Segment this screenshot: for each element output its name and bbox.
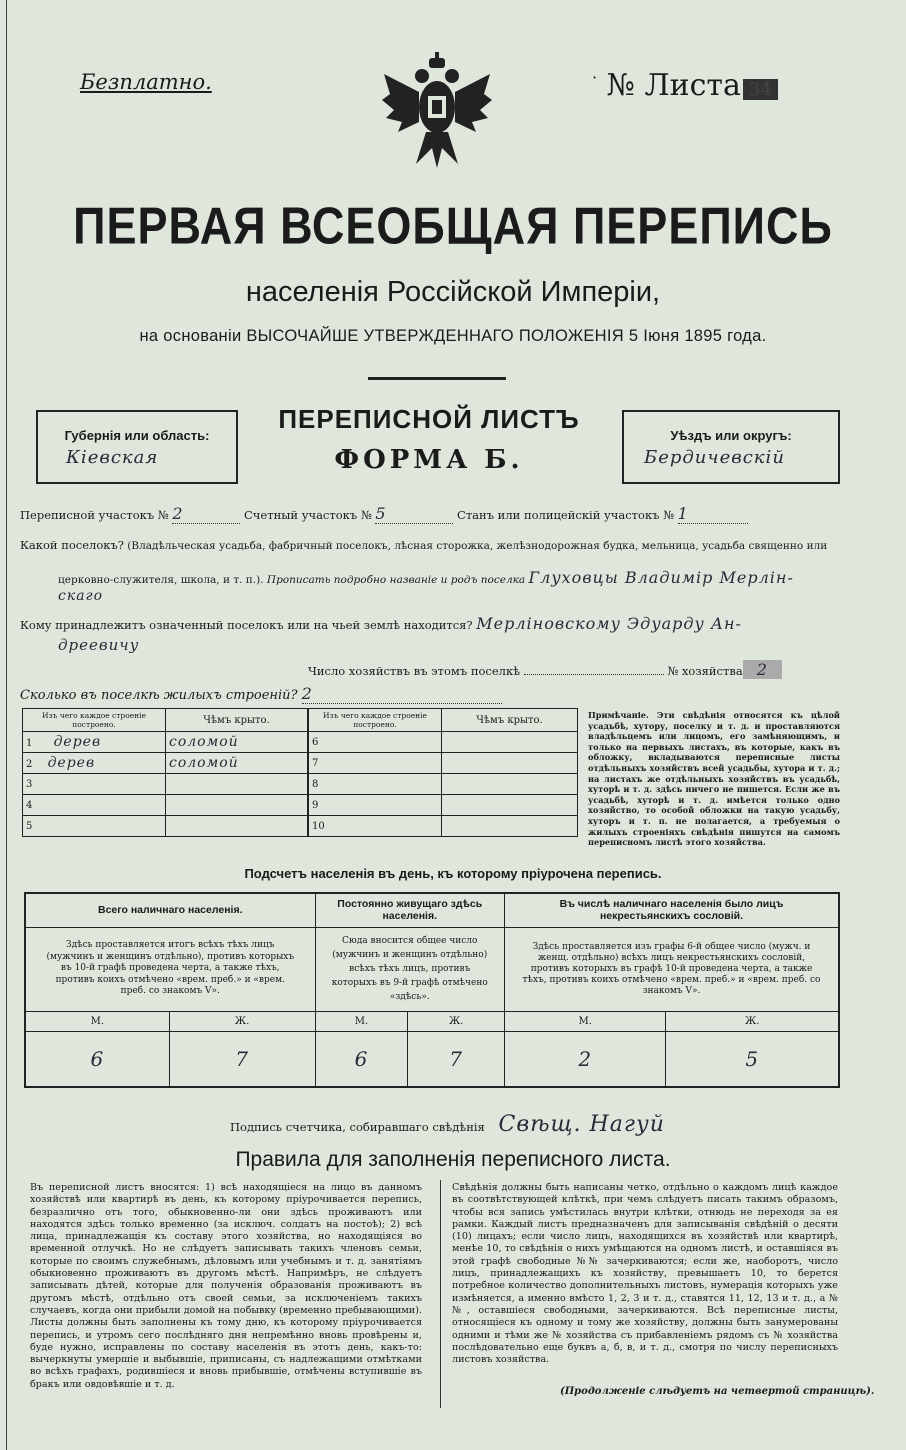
basis-line: на основаніи ВЫСОЧАЙШЕ УТВЕРЖДЕННАГО ПОЛОЖЕНІЯ 5 Іюня 1895 года. — [139, 327, 767, 345]
form-type: ФОРМА Б. — [334, 445, 524, 475]
sheet-number: · № Листа 34 — [592, 68, 778, 103]
settlement-line-2: церковно-служителя, школа, и т. п.). Прописать подробно названіе и родъ поселка Глуховцы Владимір Мерлін- — [58, 568, 794, 587]
total-female: 7 — [169, 1031, 315, 1087]
district-box: Уѣздъ или округъ: Бердичевскій — [622, 410, 840, 484]
nonpeasant-female: 5 — [666, 1031, 839, 1087]
rules-divider — [440, 1180, 441, 1408]
buildings-line: Сколько въ поселкѣ жилыхъ строеній? 2 — [20, 684, 502, 704]
households-line: Число хозяйствъ въ этомъ поселкѣ № хозяйства 2 — [308, 660, 782, 679]
settlement-value: Глуховцы Владимір Мерлін- — [528, 568, 794, 587]
note: Примѣчаніе. Эти свѣдѣнія относятся къ цѣлой усадьбѣ, хутору, поселку и т. д. и проставляются владѣльцемъ или лицомъ, его замѣняющимъ, и только на первыхъ листахъ, въ которые, какъ въ обложку, вкладываются переписные листы отдѣльныхъ хозяйствъ всей усадьбы, хутора и т. д.; на листахъ же отдѣльныхъ хозяйствъ въ усадьбѣ, хуторѣ и т. д. здѣсь ничего не пишется. Если же въ усадьбѣ, хуторѣ и т. д. имѣется только одно хозяйство, то особой обложки на такую усадьбу, хуторъ и т. п. не полагается, а требуемыя о жилыхъ строеніяхъ свѣдѣнія пишутся на самомъ переписномъ листѣ этого хозяйства. — [588, 710, 841, 848]
sections-line: Переписной участокъ № 2 Счетный участокъ № 5 Станъ или полицейскій участокъ № 1 — [20, 504, 748, 524]
district-value: Бердичевскій — [644, 447, 785, 468]
count-section-value: 5 — [375, 504, 453, 524]
police-section-value: 1 — [678, 504, 748, 524]
imperial-eagle-emblem — [382, 52, 492, 172]
permanent-male: 6 — [315, 1031, 408, 1087]
owner-value: Мерліновскому Эдуарду Ан- — [476, 614, 742, 633]
free-label: Безплатно. — [80, 70, 212, 94]
buildings-value: 2 — [302, 684, 502, 704]
signature-value: Свѣщ. Нагуй — [498, 1112, 665, 1137]
rules-right: Свѣдѣнія должны быть написаны четко, отдѣльно о каждомъ лицѣ каждое въ соотвѣтствующей клѣткѣ, при чемъ слѣдуетъ писать такимъ образомъ, чтобы вся запись умѣстилась внутри клѣтки, отнюдь не переходя за ея рамки. Каждый листъ предназначенъ для записыванія свѣдѣній о десяти (10) лицахъ; если число лицъ, находящихся въ хозяйствѣ или квартирѣ, менѣе 10, то свѣдѣнія о нихъ умѣщаются на одномъ листѣ, и оставшіяся въ этой графѣ свободные №№ зачеркиваются; если же, наоборотъ, число лицъ, принадлежащихъ къ хозяйству, превышаетъ 10, то берется потребное количество дополнительныхъ листовъ, нумерація которыхъ уже измѣняется, а именно вмѣсто 1, 2, 3 и т. д., ставятся 11, 12, 13 и т. д., а №№, оставшіеся свободными, зачеркиваются. Всѣ переписные листы, относящіеся къ одному и тому же хозяйству, должны быть занумерованы одними и тѣми же № хозяйства съ прибавленіемъ рядомъ съ № хозяйства послѣдовательно еще буквъ а, б, в, и т. д., смотря по числу переписныхъ листовъ хозяйства. — [452, 1182, 838, 1366]
sheet-number-value: 34 — [743, 79, 778, 100]
permanent-female: 7 — [408, 1031, 505, 1087]
form-title: ПЕРЕПИСНОЙ ЛИСТЪ — [278, 404, 580, 434]
buildings-table-right: Изъ чего каждое строеніе построено. Чѣмъ крыто. 6 7 8 9 10 — [308, 708, 578, 837]
population-title: Подсчетъ населенія въ день, къ которому пріурочена перепись. — [244, 866, 662, 881]
signature-line: Подпись счетчика, собиравшаго свѣдѣнія Свѣщ. Нагуй — [230, 1112, 665, 1137]
rules-title: Правила для заполненія переписного листа. — [235, 1148, 671, 1171]
total-male: 6 — [25, 1031, 169, 1087]
owner-value-cont: дреевичу — [58, 636, 140, 654]
page-subtitle: населенія Россійской Имперіи, — [245, 276, 661, 308]
nonpeasant-male: 2 — [504, 1031, 666, 1087]
population-table: Всего наличнаго населенія. Постоянно живущаго здѣсь населенія. Въ числѣ наличнаго населенія было лицъ некрестьянскихъ сословій. Здѣсь проставляется итогъ всѣхъ тѣхъ лицъ (мужчинъ и женщинъ отдѣльно), противъ которыхъ въ 10-й графѣ проведена черта, а также тѣхъ, противъ коихъ отмѣчено «врем. преб.» и «врем. преб. со знакомъ V». Сюда вносится общее число (мужчинъ и женщинъ отдѣльно) всѣхъ тѣхъ лицъ, противъ которыхъ въ 9-й графѣ отмѣчено «здѣсь». Здѣсь проставляется изъ графы 6-й общее число (мужч. и женщ. отдѣльно) всѣхъ лицъ некрестьянскихъ сословій, противъ которыхъ въ графѣ 10-й проведена черта, а также тѣхъ, противъ коихъ отмѣчено «врем. преб.» и «врем. преб. со знакомъ V». М. Ж. М. Ж. М. Ж. 6 7 6 7 2 5 — [24, 892, 840, 1088]
divider — [368, 377, 506, 380]
owner-line: Кому принадлежитъ означенный поселокъ или на чьей землѣ находится? Мерліновскому Эдуарду Ан- — [20, 614, 742, 633]
settlement-line-1: Какой поселокъ? (Владѣльческая усадьба, фабричный поселокъ, лѣсная сторожка, желѣзнодорожная будка, мельница, усадьба священно или — [20, 538, 828, 552]
settlement-value-cont: скаго — [58, 588, 104, 604]
census-section-value: 2 — [172, 504, 240, 524]
rules-left: Въ переписной листъ вносятся: 1) всѣ находящіеся на лицо въ данномъ хозяйствѣ или квартирѣ въ день, къ которому пріурочивается перепись, безразлично отъ того, обыкновенно-ли они здѣсь проживаютъ или находятся здѣсь только временно (за исключ. солдатъ на постоѣ); 2) всѣ лица, принадлежащія къ составу этого хозяйства, но находящіяся во временной отлучкѣ. Но не слѣдуетъ записывать такихъ членовъ семьи, которые по своимъ служебнымъ, дѣловымъ или учебнымъ и т. д. занятіямъ обыкновенно проживаютъ въ другомъ мѣстѣ. Напримѣръ, не слѣдуетъ записывать дѣтей, которые для полученія образованія проживаютъ въ другомъ мѣстѣ, отдѣльно отъ своей семьи, за исключеніемъ такихъ случаевъ, когда они прибыли домой на побывку (временно пребывающими). Листы должны быть заполнены къ тому дню, къ которому пріурочивается перепись, и утромъ сего послѣдняго дня непремѣнно вновь провѣрены и, буде нужно, исправлены по составу населенія въ этотъ день, какъ-то: вычеркнуты умершіе и выбывшіе, приписаны, съ надлежащими отмѣтками во всѣхъ графахъ, родившіеся и вновь прибывшіе, отмѣчены вступившіе въ бракъ или овдовѣвшіе и т. д. — [30, 1182, 422, 1390]
rules-continued: (Продолженіе слѣдуетъ на четвертой страницѣ). — [560, 1386, 875, 1397]
buildings-table-left: Изъ чего каждое строеніе построено. Чѣмъ крыто. 1 дерев соломой 2 дерев соломой 3 4 5 — [22, 708, 308, 837]
page-title: ПЕРВАЯ ВСЕОБЩАЯ ПЕРЕПИСЬ — [73, 196, 833, 255]
province-box: Губернія или область: Кіевская — [36, 410, 238, 484]
province-value: Кіевская — [66, 447, 159, 468]
household-number-value: 2 — [743, 660, 782, 679]
